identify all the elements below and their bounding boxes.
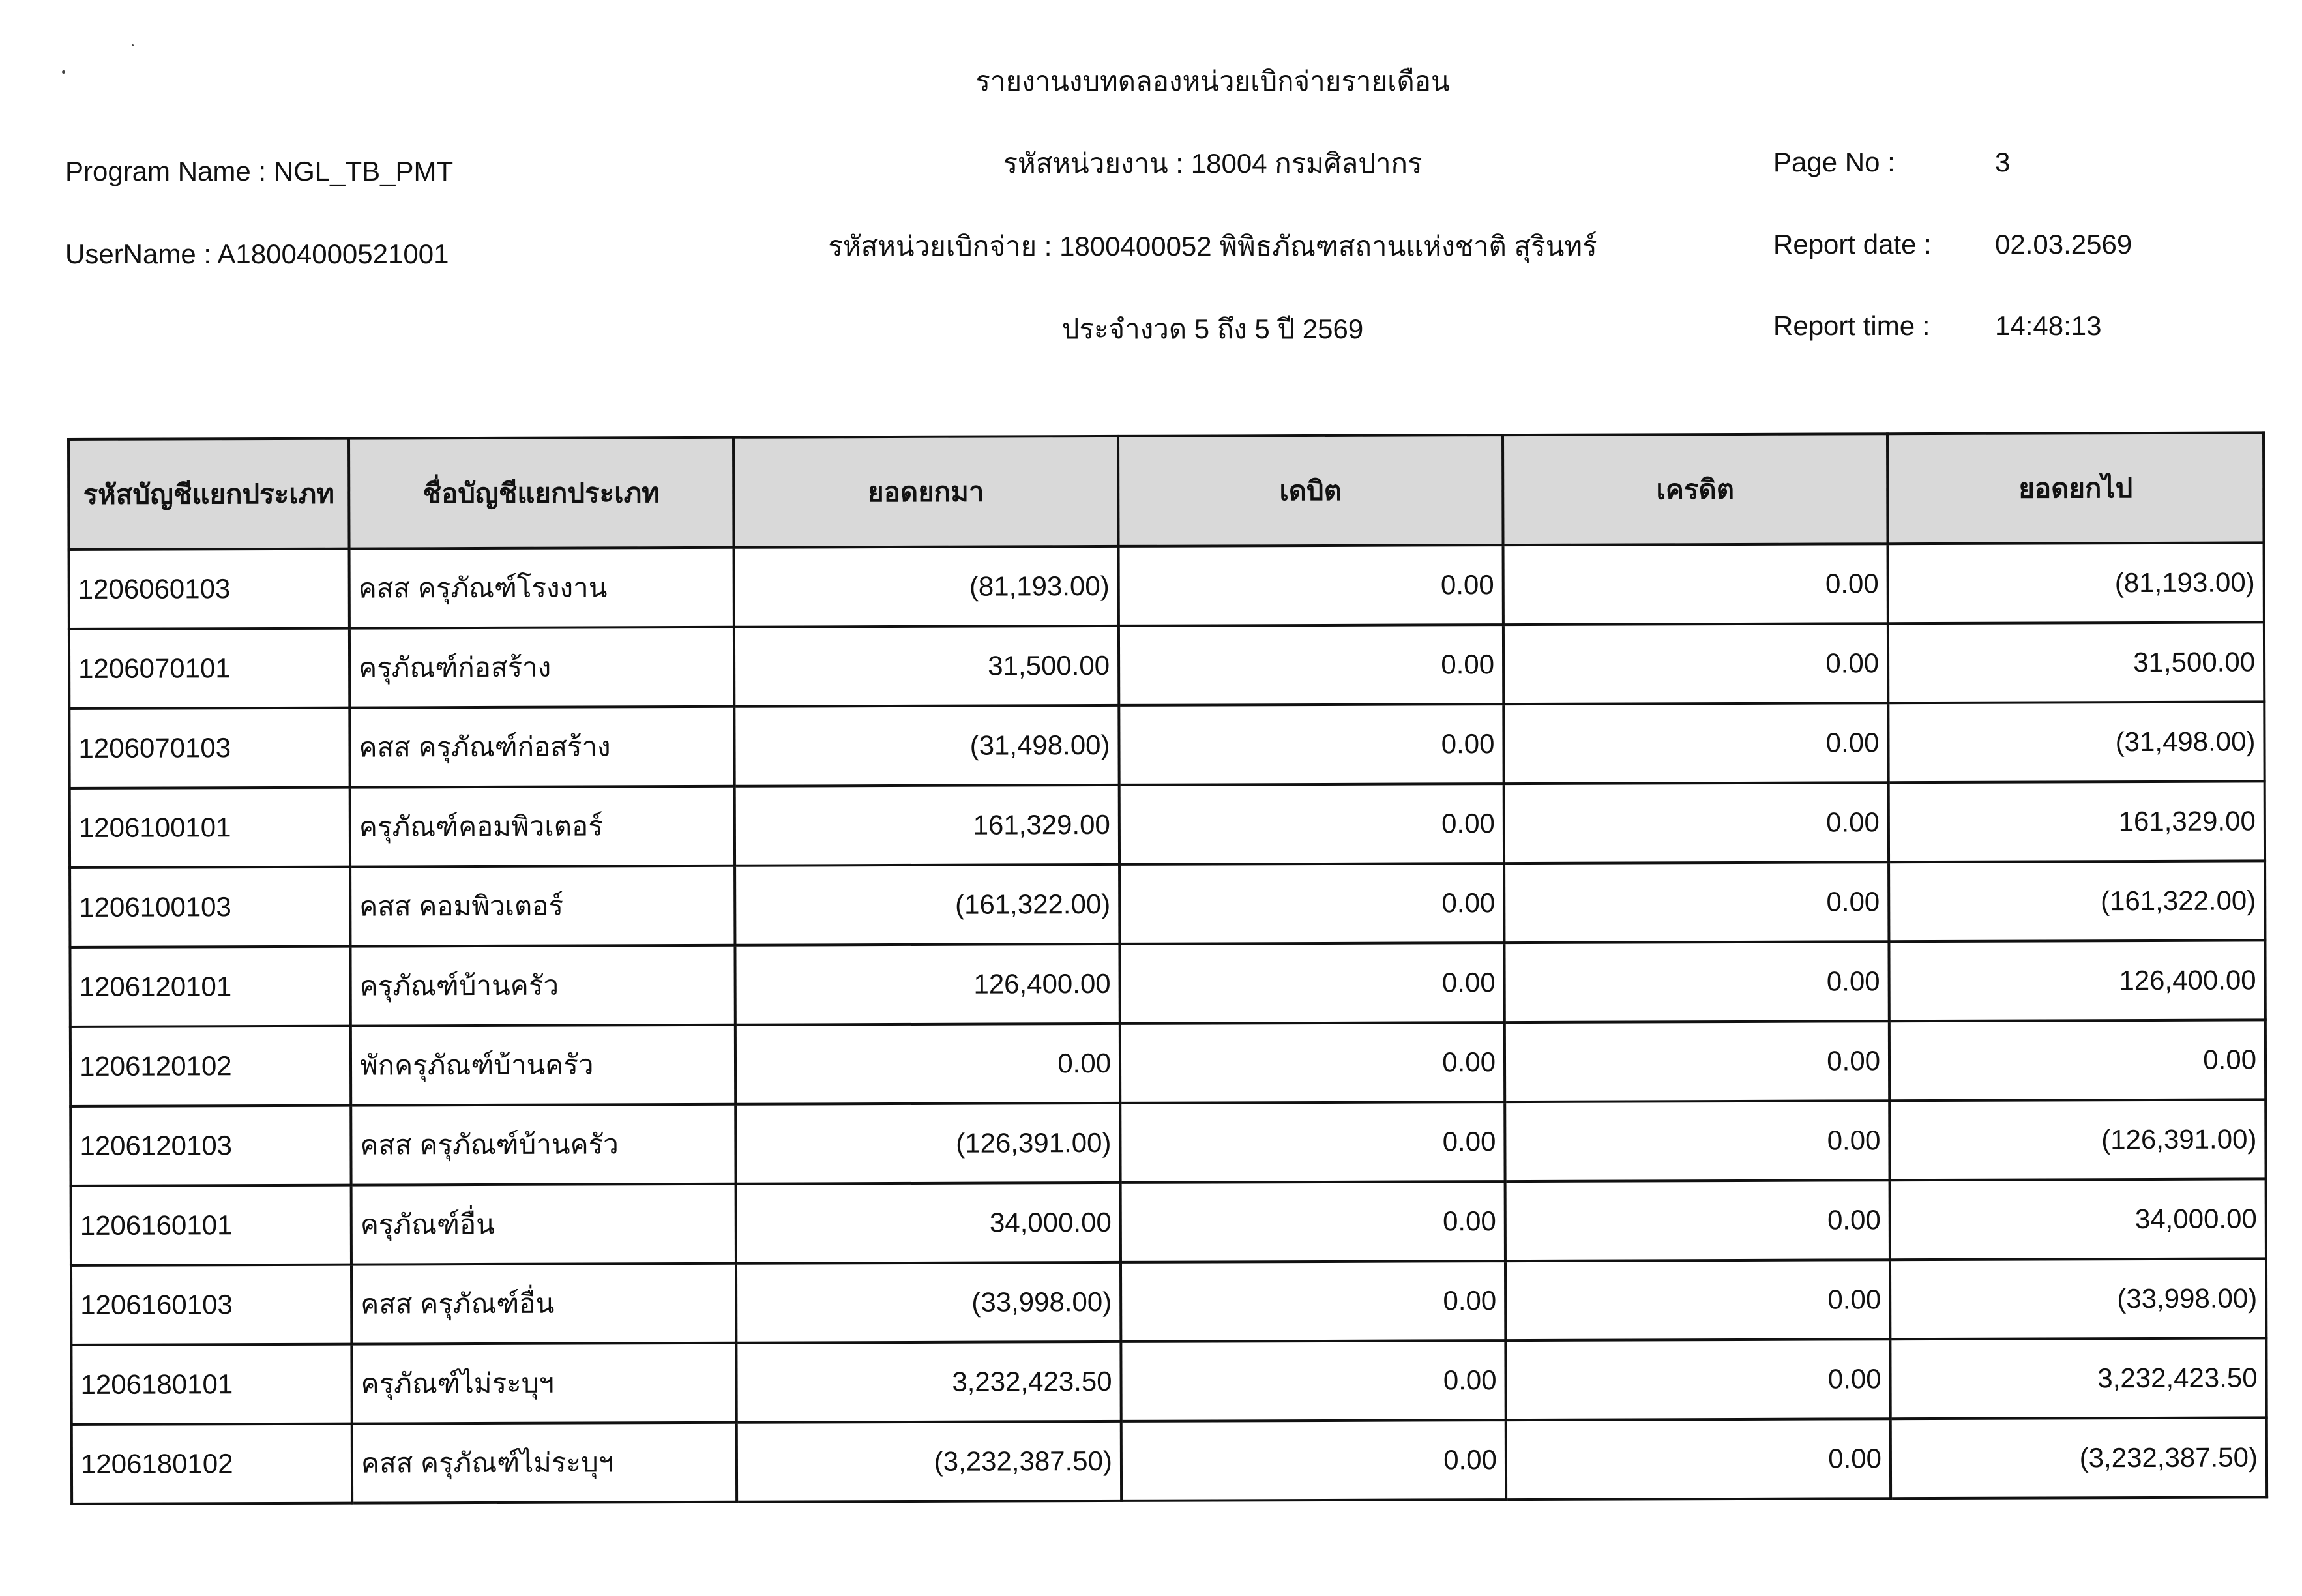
credit: 0.00 xyxy=(1505,1339,1890,1420)
table-row xyxy=(69,542,2264,629)
account-code: 1206100101 xyxy=(70,788,350,868)
header-account-name: ชื่อบัญชีแยกประเภท xyxy=(349,437,734,549)
credit: 0.00 xyxy=(1505,1021,1889,1102)
report-period: ประจำงวด 5 ถึง 5 ปี 2569 xyxy=(1061,314,1364,344)
account-name: คสส ครุภัณฑ์ไม่ระบุฯ xyxy=(352,1423,737,1503)
table-row xyxy=(70,781,2265,868)
username: UserName : A18004000521001 xyxy=(65,239,449,269)
closing-balance: 3,232,423.50 xyxy=(1890,1338,2266,1419)
closing-balance: (31,498.00) xyxy=(1888,702,2264,782)
table-row xyxy=(71,1258,2266,1345)
opening-balance: 0.00 xyxy=(735,1024,1120,1104)
account-code: 1206060103 xyxy=(69,549,349,629)
closing-balance: (126,391.00) xyxy=(1889,1099,2265,1180)
table-row xyxy=(71,1338,2266,1425)
account-code: 1206180102 xyxy=(72,1424,352,1504)
opening-balance: (3,232,387.50) xyxy=(737,1421,1121,1502)
debit: 0.00 xyxy=(1119,784,1504,864)
credit: 0.00 xyxy=(1503,623,1888,704)
scan-speck xyxy=(62,70,65,74)
report-title: รายงานงบทดลองหน่วยเบิกจ่ายรายเดือน xyxy=(975,66,1450,96)
credit: 0.00 xyxy=(1503,703,1888,784)
account-name: ครุภัณฑ์คอมพิวเตอร์ xyxy=(350,786,735,867)
opening-balance: (126,391.00) xyxy=(735,1103,1120,1184)
header-closing-balance: ยอดยกไป xyxy=(1887,432,2264,544)
report-time-value: 14:48:13 xyxy=(1995,310,2102,341)
account-code: 1206120102 xyxy=(70,1026,351,1106)
scan-speck xyxy=(132,44,134,46)
credit: 0.00 xyxy=(1503,544,1888,625)
debit: 0.00 xyxy=(1119,704,1503,785)
report-date-label: Report date : xyxy=(1773,229,1932,259)
credit: 0.00 xyxy=(1506,1419,1891,1500)
debit: 0.00 xyxy=(1119,545,1503,626)
account-code: 1206160103 xyxy=(71,1265,351,1345)
agency-code: รหัสหน่วยงาน : 18004 กรมศิลปากร xyxy=(1003,148,1423,179)
closing-balance: (33,998.00) xyxy=(1890,1258,2266,1339)
account-name: ครุภัณฑ์ก่อสร้าง xyxy=(349,627,734,708)
header-debit: เดบิต xyxy=(1118,435,1503,546)
account-code: 1206160101 xyxy=(71,1185,351,1265)
credit: 0.00 xyxy=(1505,1101,1889,1181)
account-name: ครุภัณฑ์ไม่ระบุฯ xyxy=(351,1343,736,1424)
opening-balance: (31,498.00) xyxy=(734,705,1119,786)
table-row xyxy=(70,1099,2265,1186)
opening-balance: 161,329.00 xyxy=(735,785,1119,866)
account-code: 1206180101 xyxy=(71,1344,351,1425)
debit: 0.00 xyxy=(1121,1420,1506,1501)
closing-balance: (161,322.00) xyxy=(1889,861,2265,941)
account-name: คสส ครุภัณฑ์บ้านครัว xyxy=(351,1104,735,1185)
table-row xyxy=(72,1417,2267,1504)
account-name: คสส ครุภัณฑ์โรงงาน xyxy=(349,548,734,628)
debit: 0.00 xyxy=(1120,1102,1505,1183)
opening-balance: (81,193.00) xyxy=(734,546,1119,627)
account-code: 1206120101 xyxy=(70,947,350,1027)
page-no-value: 3 xyxy=(1995,147,2011,177)
debit: 0.00 xyxy=(1121,1181,1505,1262)
debit: 0.00 xyxy=(1121,1261,1505,1342)
account-code: 1206070103 xyxy=(69,708,349,788)
credit: 0.00 xyxy=(1504,862,1889,943)
account-code: 1206070101 xyxy=(69,628,349,709)
table-row xyxy=(71,1179,2266,1265)
closing-balance: (3,232,387.50) xyxy=(1891,1417,2267,1498)
table-header-row xyxy=(68,432,2264,550)
header-opening-balance: ยอดยกมา xyxy=(733,436,1119,548)
account-name: คสส ครุภัณฑ์ก่อสร้าง xyxy=(349,707,734,788)
disbursing-unit-code: รหัสหน่วยเบิกจ่าย : 1800400052 พิพิธภัณฑสถานแห่งชาติ สุรินทร์ xyxy=(828,231,1597,261)
report-time-label: Report time : xyxy=(1773,310,1930,341)
header-account-code: รหัสบัญชีแยกประเภท xyxy=(68,439,349,550)
opening-balance: (161,322.00) xyxy=(735,864,1119,945)
closing-balance: 161,329.00 xyxy=(1889,781,2265,862)
table-row xyxy=(70,940,2265,1027)
program-name: Program Name : NGL_TB_PMT xyxy=(65,156,454,186)
account-name: คสส ครุภัณฑ์อื่น xyxy=(351,1264,736,1344)
page-no-label: Page No : xyxy=(1773,147,1895,177)
opening-balance: 126,400.00 xyxy=(735,944,1119,1025)
account-name: ครุภัณฑ์บ้านครัว xyxy=(350,945,735,1026)
table-row xyxy=(70,861,2265,947)
closing-balance: 0.00 xyxy=(1889,1020,2265,1101)
closing-balance: (81,193.00) xyxy=(1888,542,2264,623)
opening-balance: 34,000.00 xyxy=(736,1183,1121,1264)
debit: 0.00 xyxy=(1121,1340,1505,1421)
trial-balance-table xyxy=(67,431,2268,1505)
account-name: พักครุภัณฑ์บ้านครัว xyxy=(351,1025,735,1106)
credit: 0.00 xyxy=(1505,1260,1890,1340)
closing-balance: 34,000.00 xyxy=(1890,1179,2266,1260)
report-date-value: 02.03.2569 xyxy=(1995,229,2132,259)
table-row xyxy=(69,622,2264,709)
closing-balance: 126,400.00 xyxy=(1889,940,2265,1021)
account-code: 1206120103 xyxy=(70,1106,351,1186)
account-name: ครุภัณฑ์อื่น xyxy=(351,1184,736,1265)
table-row xyxy=(69,702,2264,788)
closing-balance: 31,500.00 xyxy=(1888,622,2264,703)
debit: 0.00 xyxy=(1119,625,1503,705)
table-row xyxy=(70,1020,2265,1106)
credit: 0.00 xyxy=(1504,941,1889,1022)
account-code: 1206100103 xyxy=(70,867,350,947)
header-credit: เครดิต xyxy=(1503,434,1888,545)
debit: 0.00 xyxy=(1120,1022,1505,1103)
debit: 0.00 xyxy=(1119,863,1504,944)
opening-balance: 3,232,423.50 xyxy=(736,1342,1121,1423)
opening-balance: (33,998.00) xyxy=(736,1262,1121,1343)
debit: 0.00 xyxy=(1119,943,1504,1024)
credit: 0.00 xyxy=(1504,782,1889,863)
credit: 0.00 xyxy=(1505,1180,1890,1261)
account-name: คสส คอมพิวเตอร์ xyxy=(350,866,735,947)
opening-balance: 31,500.00 xyxy=(734,626,1119,707)
